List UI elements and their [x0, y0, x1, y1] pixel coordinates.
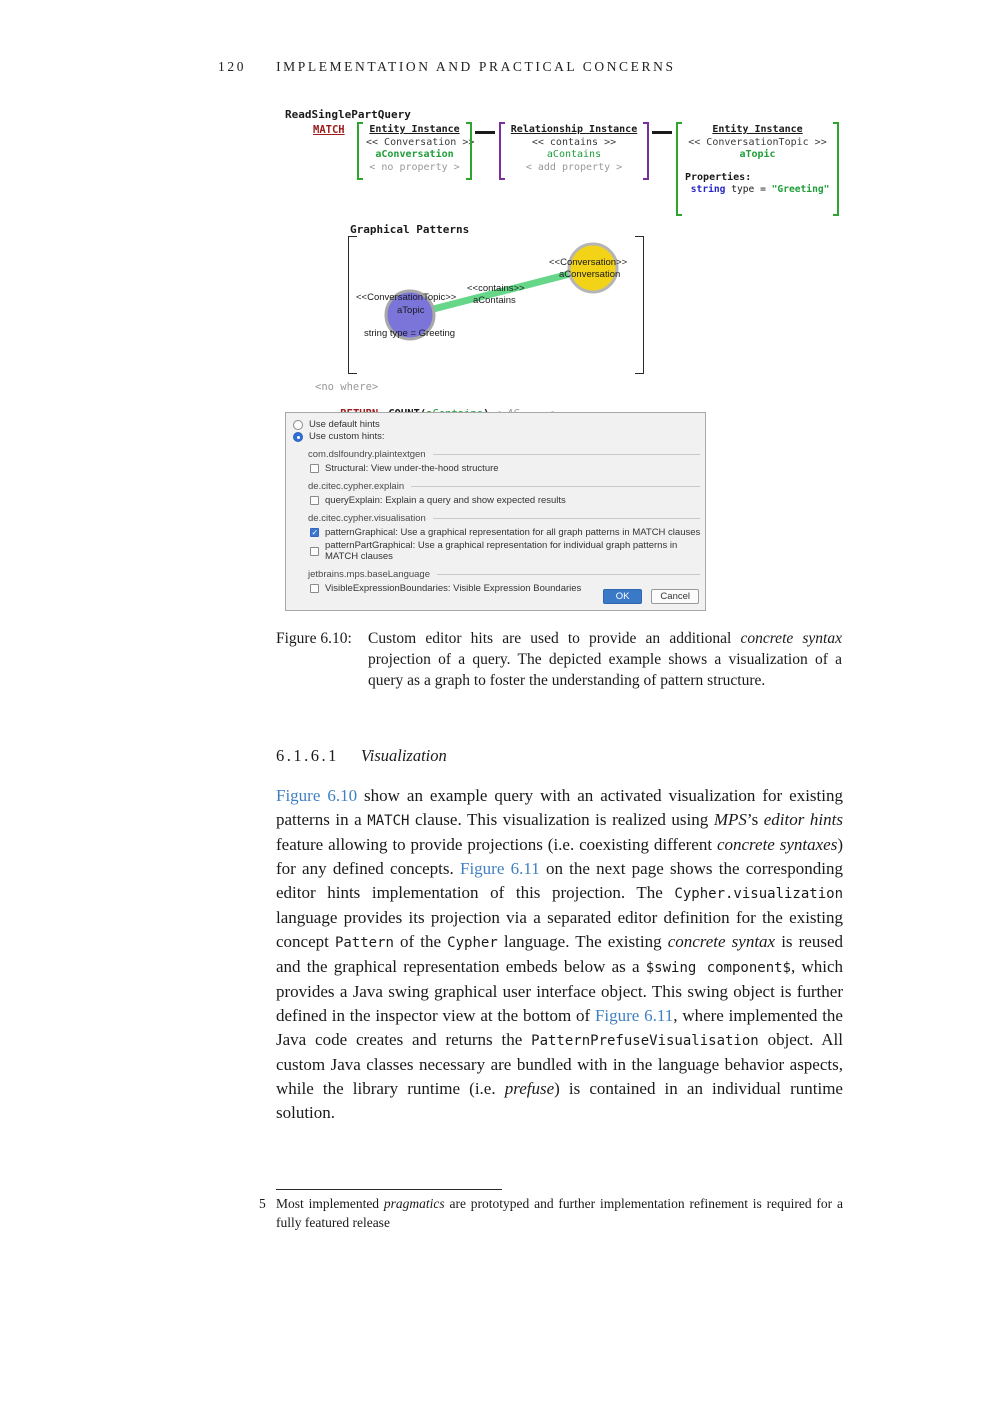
hint-group-visualisation — [308, 513, 700, 524]
match-keyword: MATCH — [313, 124, 345, 136]
checkbox-row-structural[interactable] — [310, 463, 705, 474]
edge-dash — [475, 131, 495, 134]
checkbox-row-query-explain[interactable] — [310, 495, 705, 506]
box-title: Relationship Instance — [510, 124, 638, 135]
divider — [433, 518, 700, 519]
property-type: string — [690, 184, 726, 195]
spacer — [685, 162, 830, 172]
property-expr: type = — [725, 184, 772, 195]
chapter-title: IMPLEMENTATION AND PRACTICAL CONCERNS — [276, 59, 676, 74]
checkbox-label: Structural: View under-the-hood structure — [325, 463, 499, 474]
divider — [411, 486, 700, 487]
bracket-left — [676, 122, 682, 216]
checkbox-row-pattern-part-graphical[interactable] — [310, 540, 705, 562]
editor-hints-dialog — [285, 412, 706, 611]
conversation-stereotype-label: <<Conversation>> — [549, 257, 628, 268]
topic-property-label: string type = Greeting — [364, 328, 456, 339]
relationship-instance-box — [499, 122, 649, 180]
radio-default-hints[interactable] — [293, 420, 303, 430]
box-title: Entity Instance — [712, 124, 803, 135]
bracket-right — [833, 122, 839, 216]
hint-group-title: de.citec.cypher.explain — [308, 481, 405, 492]
ok-button[interactable]: OK — [603, 589, 643, 604]
checkbox-structural[interactable] — [310, 464, 319, 473]
pattern-graph — [348, 236, 644, 374]
dialog-buttons — [603, 589, 699, 604]
radio-custom-hints[interactable] — [293, 432, 303, 442]
hint-group-explain — [308, 481, 700, 492]
hint-group-plaintextgen — [308, 449, 700, 460]
section-heading — [276, 746, 447, 766]
checkbox-label: patternPartGraphical: Use a graphical representation for individual graph patterns in MATCH clauses — [325, 540, 678, 562]
property-line — [685, 184, 830, 197]
topic-name-label: aTopic — [397, 305, 425, 316]
box-stereotype: << ConversationTopic >> — [688, 136, 827, 148]
hint-group-baselanguage — [308, 569, 700, 580]
graphical-patterns-label: Graphical Patterns — [350, 223, 470, 236]
box-name: aConversation — [375, 149, 454, 160]
footnote — [259, 1195, 843, 1232]
page-number: 120 — [218, 59, 247, 74]
conversation-name-label: aConversation — [559, 269, 621, 280]
box-stereotype: << contains >> — [531, 136, 617, 148]
entity-instance-box-2 — [676, 122, 839, 216]
contains-name-label: aContains — [473, 295, 516, 306]
footnote-text: Most implemented pragmatics are prototyped and further implementation refinement is required for a fully featured release — [276, 1196, 843, 1230]
hint-group-title: com.dslfoundry.plaintextgen — [308, 449, 426, 460]
bracket-right — [643, 122, 649, 180]
contains-stereotype-label: <<contains>> — [467, 283, 525, 294]
box-placeholder: < no property > — [369, 161, 460, 173]
radio-row-custom-hints[interactable] — [293, 431, 705, 442]
box-placeholder: < add property > — [525, 161, 623, 173]
radio-label: Use custom hints: — [309, 431, 385, 442]
body-paragraph: Figure 6.10 show an example query with an activated visualization for existing patterns in a MATCH clause. This visualization is realized using MPS’s editor hints feature allowing to provide projections (i.e. coexisting different concrete syntaxes) for any defined concepts. Figure 6.11 on the next page shows the corresponding editor hints implementation of this projection. The Cypher.visualization language provides its projection via a separated editor definition for the existing concept Pattern of the Cypher language. The existing concrete syntax is reused and the graphical representation embeds below as a $swing component$, which provides a Java swing graphical user interface object. This swing object is further defined in the inspector view at the bottom of Figure 6.11, where implemented the Java code creates and returns the PatternPrefuseVisualisation object. All custom Java classes necessary are bundled with in the language behavior aspects, while the library runtime (i.e. prefuse) is contained in an individual runtime solution. — [276, 786, 844, 1122]
section-number: 6.1.6.1 — [276, 746, 339, 765]
checkbox-label: queryExplain: Explain a query and show expected results — [325, 495, 566, 506]
section-title: Visualization — [360, 746, 447, 765]
edge-dash — [652, 131, 672, 134]
conversation-node[interactable] — [569, 244, 617, 292]
checkbox-visible-expression-boundaries[interactable] — [310, 584, 319, 593]
figure-caption-text: Custom editor hits are used to provide an additional concrete syntax projection of a query. The depicted example shows a visualization of a query as a graph to foster the understanding of pattern structure. — [368, 630, 842, 689]
figure-caption — [276, 628, 842, 691]
bracket-left — [357, 122, 363, 180]
hint-group-title: de.citec.cypher.visualisation — [308, 513, 426, 524]
running-header — [218, 58, 676, 76]
box-name: aContains — [546, 149, 602, 160]
checkbox-query-explain[interactable] — [310, 496, 319, 505]
footnote-marker: 5 — [259, 1196, 266, 1211]
no-where-placeholder: <no where> — [315, 381, 379, 393]
checkbox-pattern-graphical[interactable] — [310, 528, 319, 537]
checkbox-pattern-part-graphical[interactable] — [310, 547, 319, 556]
properties-label: Properties: — [685, 171, 752, 183]
query-name: ReadSinglePartQuery — [285, 108, 411, 121]
box-stereotype: << Conversation >> — [366, 136, 475, 148]
figure-caption-label: Figure 6.10: — [276, 630, 352, 647]
checkbox-row-pattern-graphical[interactable] — [310, 527, 705, 538]
box-name: aTopic — [739, 149, 776, 160]
footnote-rule — [276, 1189, 502, 1190]
divider — [437, 574, 700, 575]
hint-group-title: jetbrains.mps.baseLanguage — [308, 569, 431, 580]
radio-row-default-hints[interactable] — [293, 419, 705, 430]
bracket-right — [466, 122, 472, 180]
property-value: "Greeting" — [771, 184, 830, 195]
checkbox-label: patternGraphical: Use a graphical representation for all graph patterns in MATCH clauses — [325, 527, 701, 538]
cancel-button[interactable]: Cancel — [651, 589, 699, 604]
box-title: Entity Instance — [369, 124, 460, 135]
entity-instance-box-1 — [357, 122, 475, 180]
topic-stereotype-label: <<ConversationTopic>> — [356, 292, 457, 303]
radio-label: Use default hints — [309, 419, 380, 430]
checkbox-label: VisibleExpressionBoundaries: Visible Expression Boundaries — [325, 583, 582, 594]
divider — [433, 454, 700, 455]
bracket-left — [499, 122, 505, 180]
